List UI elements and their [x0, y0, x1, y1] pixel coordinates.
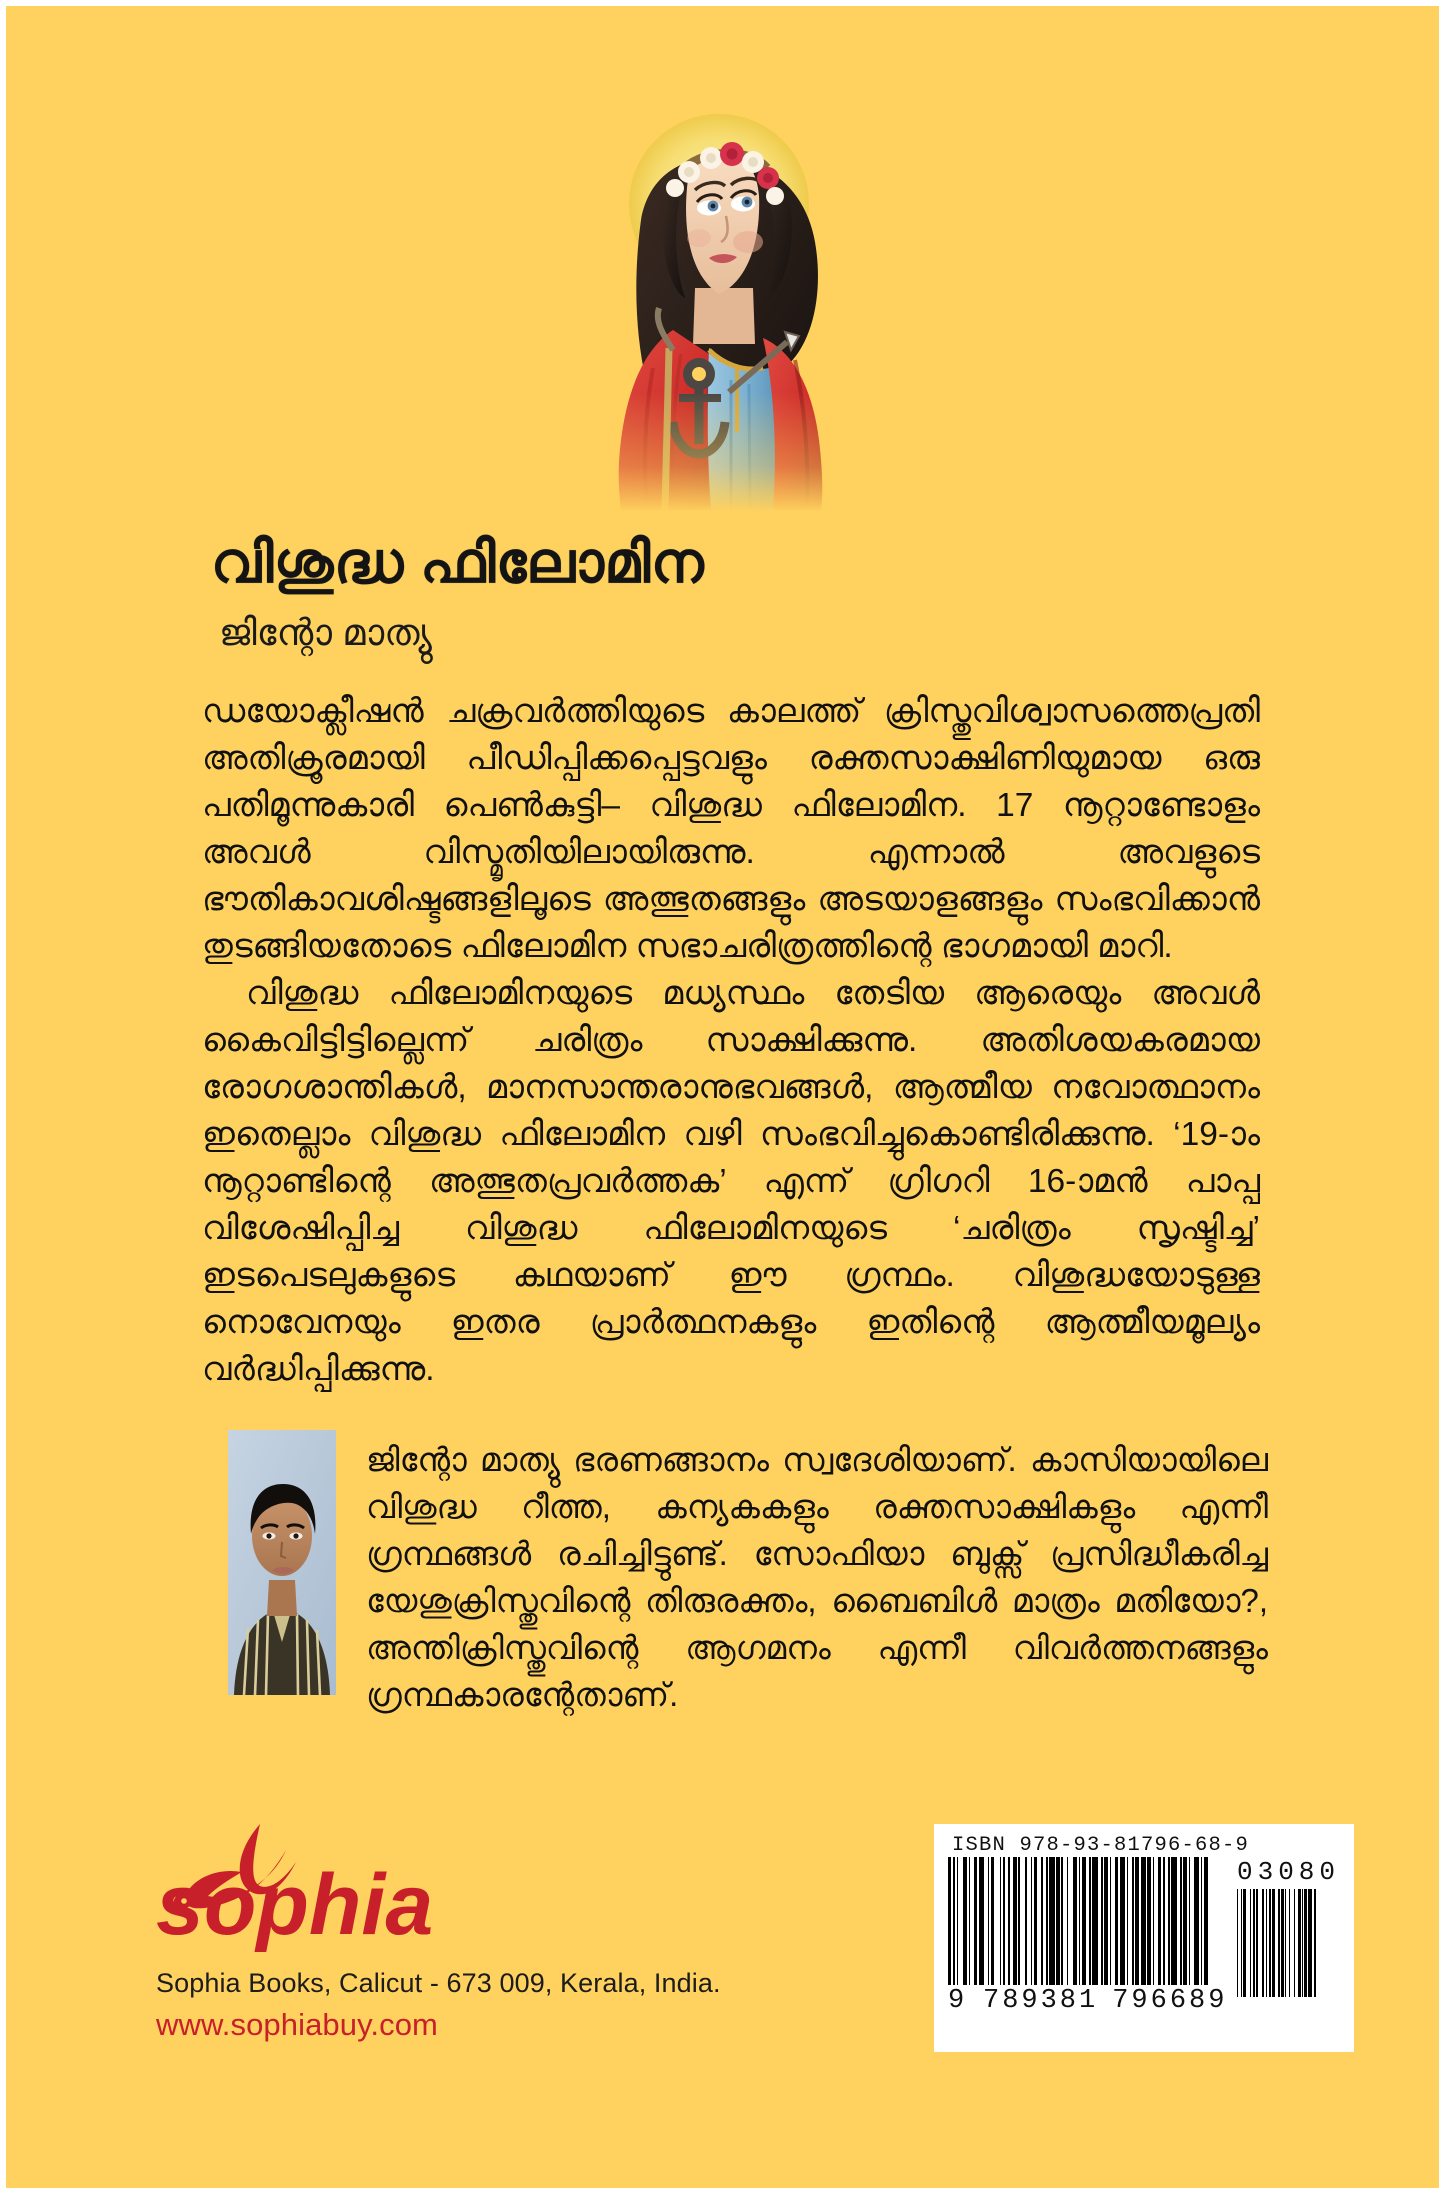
ean-left-group: 789381: [983, 1986, 1099, 2016]
ean-first-digit: 9: [948, 1986, 965, 2016]
author-name: ജിന്റോ മാത്യു: [219, 611, 432, 653]
publisher-block: [156, 1806, 776, 2043]
author-photo: [228, 1430, 336, 1695]
isbn-number: ISBN 978-93-81796-68-9: [952, 1834, 1250, 1857]
ean13-digits: [948, 1986, 1231, 2016]
ean13-barcode: [948, 1857, 1231, 2016]
blurb-paragraph-1: ഡയോക്ലീഷൻ ചക്രവർത്തിയുടെ കാലത്ത് ക്രിസ്തുവിശ്വാസത്തെപ്രതി അതിക്രൂരമായി പീഡിപ്പിക്കപ്പെട്ടവളും രക്തസാക്ഷിണിയുമായ ഒരു പതിമൂന്നുകാരി പെൺകുട്ടി– വിശുദ്ധ ഫിലോമിന. 17 നൂറ്റാണ്ടോളം അവൾ വിസ്മൃതിയിലായിരുന്നു. എന്നാൽ അവളുടെ ഭൗതികാവശിഷ്ടങ്ങളിലൂടെ അത്ഭുതങ്ങളും അടയാളങ്ങളും സംഭവിക്കാൻ തുടങ്ങിയതോടെ ഫിലോമിന സഭാചരിത്രത്തിന്റെ ഭാഗമായി മാറി.: [202, 693, 1260, 965]
publisher-website[interactable]: www.sophiabuy.com: [156, 2007, 438, 2042]
ean-right-group: 796689: [1112, 1986, 1228, 2016]
ean5-addon: [1237, 1857, 1340, 1997]
title-block: [211, 531, 1271, 655]
addon-digits: 03080: [1236, 1857, 1340, 1887]
page-title: വിശുദ്ധ ഫിലോമിന: [211, 531, 705, 595]
blurb-text: [202, 688, 1260, 1393]
sophia-logo: [156, 1806, 466, 1956]
blurb-paragraph-2: വിശുദ്ധ ഫിലോമിനയുടെ മധ്യസ്ഥം തേടിയ ആരെയും അവൾ കൈവിട്ടിട്ടില്ലെന്ന് ചരിത്രം സാക്ഷിക്കുന്നു. അതിശയകരമായ രോഗശാന്തികൾ, മാനസാന്തരാനുഭവങ്ങൾ, ആത്മീയ നവോത്ഥാനം ഇതെല്ലാം വിശുദ്ധ ഫിലോമിന വഴി സംഭവിച്ചുകൊണ്ടിരിക്കുന്നു. ‘19-ാം നൂറ്റാണ്ടിന്റെ അത്ഭുതപ്രവർത്തക’ എന്ന് ഗ്രിഗറി 16-ാമൻ പാപ്പ വിശേഷിപ്പിച്ച വിശുദ്ധ ഫിലോമിനയുടെ ‘ചരിത്രം സൃഷ്ടിച്ച’ ഇടപെടലുകളുടെ കഥയാണ് ഈ ഗ്രന്ഥം. വിശുദ്ധയോടുള്ള നൊവേനയും ഇതര പ്രാർത്ഥനകളും ഇതിന്റെ ആത്മീയമൂല്യം വർദ്ധിപ്പിക്കുന്നു.: [202, 975, 1260, 1388]
publisher-address: Sophia Books, Calicut - 673 009, Kerala, India.: [156, 1968, 721, 1998]
isbn-barcode: [934, 1824, 1354, 2052]
author-bio-block: [228, 1430, 1268, 1718]
author-bio-text: ജിന്റോ മാത്യു ഭരണങ്ങാനം സ്വദേശിയാണ്. കാസിയായിലെ വിശുദ്ധ റീത്ത, കന്യകകളും രക്തസാക്ഷികളും എന്നീ ഗ്രന്ഥങ്ങൾ രചിച്ചിട്ടുണ്ട്. സോഫിയാ ബുക്സ് പ്രസിദ്ധീകരിച്ച യേശുക്രിസ്തുവിന്റെ തിരുരക്തം, ബൈബിൾ മാത്രം മതിയോ?, അന്തിക്രിസ്തുവിന്റെ ആഗമനം എന്നീ വിവർത്തനങ്ങളും ഗ്രന്ഥകാരന്റേതാണ്.: [366, 1441, 1268, 1713]
saint-philomena-illustration: [523, 92, 923, 512]
barcode-bar: [1208, 1857, 1210, 1985]
barcode-bar: [1316, 1889, 1317, 1997]
sophia-wordmark: sophia: [156, 1857, 434, 1953]
